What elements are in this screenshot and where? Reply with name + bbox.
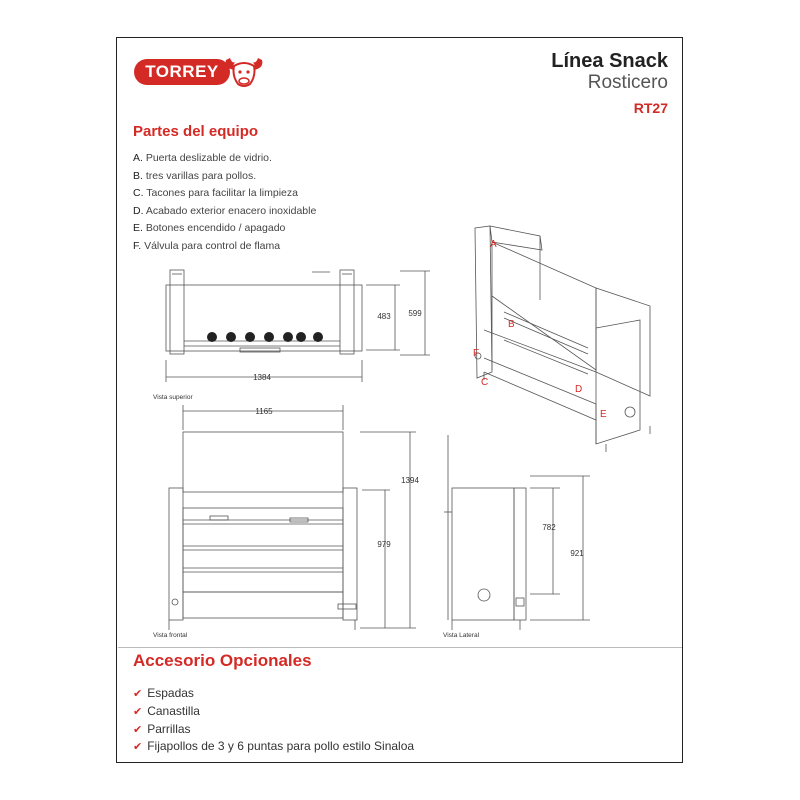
dim-side-height: 921 [570, 549, 584, 558]
list-item [133, 703, 414, 721]
callout-f: F [473, 348, 480, 359]
front-view-drawing [169, 405, 416, 630]
part-letter: B. [133, 169, 143, 182]
logo-wordmark: TORREY [134, 59, 230, 85]
accessories-title: Accesorio Opcionales [133, 651, 312, 670]
dim-front-body-height: 979 [377, 540, 391, 549]
parts-title: Partes del equipo [133, 123, 259, 140]
list-item [133, 738, 414, 756]
spit-circles [207, 332, 323, 342]
section-divider [118, 647, 682, 648]
accessory-label: Fijapollos de 3 y 6 puntas para pollo estilo Sinaloa [147, 739, 415, 754]
part-text: Tacones para facilitar la limpieza [146, 187, 298, 200]
part-text: Válvula para control de flama [144, 239, 281, 252]
accessory-label: Espadas [147, 686, 194, 700]
part-text: tres varillas para pollos. [145, 169, 257, 182]
caption-side-view: Vista Lateral [443, 632, 480, 639]
part-letter: E. [133, 222, 143, 235]
top-view-drawing [166, 270, 430, 382]
checkmark-icon: ✔ [133, 723, 143, 736]
part-text: Acabado exterior enacero inoxidable [145, 204, 317, 217]
part-text: Puerta deslizable de vidrio. [145, 152, 272, 164]
callout-e: E [600, 409, 607, 420]
checkmark-icon: ✔ [133, 688, 143, 700]
part-letter: A. [133, 152, 143, 164]
list-item [133, 721, 414, 739]
product-line: Línea Snack [551, 50, 668, 72]
side-view-drawing [444, 435, 590, 630]
dim-front-width: 1165 [255, 407, 273, 416]
isometric-drawing [475, 226, 650, 452]
accessory-label: Parrillas [147, 721, 191, 736]
caption-front-view: Vista frontal [153, 632, 188, 639]
accessory-label: Canastilla [147, 703, 200, 718]
model-number: RT27 [633, 100, 668, 116]
callout-c: C [481, 377, 489, 388]
part-text: Botones encendido / apagado [145, 222, 286, 235]
dim-side-inner-height: 782 [542, 523, 556, 532]
caption-top-view: Vista superior [153, 394, 193, 401]
dim-depth: 599 [408, 309, 422, 318]
product-name: Rosticero [587, 72, 668, 93]
part-letter: F. [133, 239, 142, 252]
list-item [133, 685, 414, 703]
checkmark-icon: ✔ [133, 741, 143, 754]
part-letter: C. [133, 187, 144, 200]
dim-inner-depth: 483 [377, 312, 391, 321]
callout-a: A [490, 239, 497, 250]
dim-top-width: 1384 [253, 373, 271, 382]
part-letter: D. [133, 204, 144, 217]
accessories-list [133, 685, 414, 756]
checkmark-icon: ✔ [133, 705, 143, 718]
callout-b: B [508, 319, 515, 330]
dim-front-height: 1394 [401, 476, 419, 485]
callout-d: D [575, 384, 583, 395]
